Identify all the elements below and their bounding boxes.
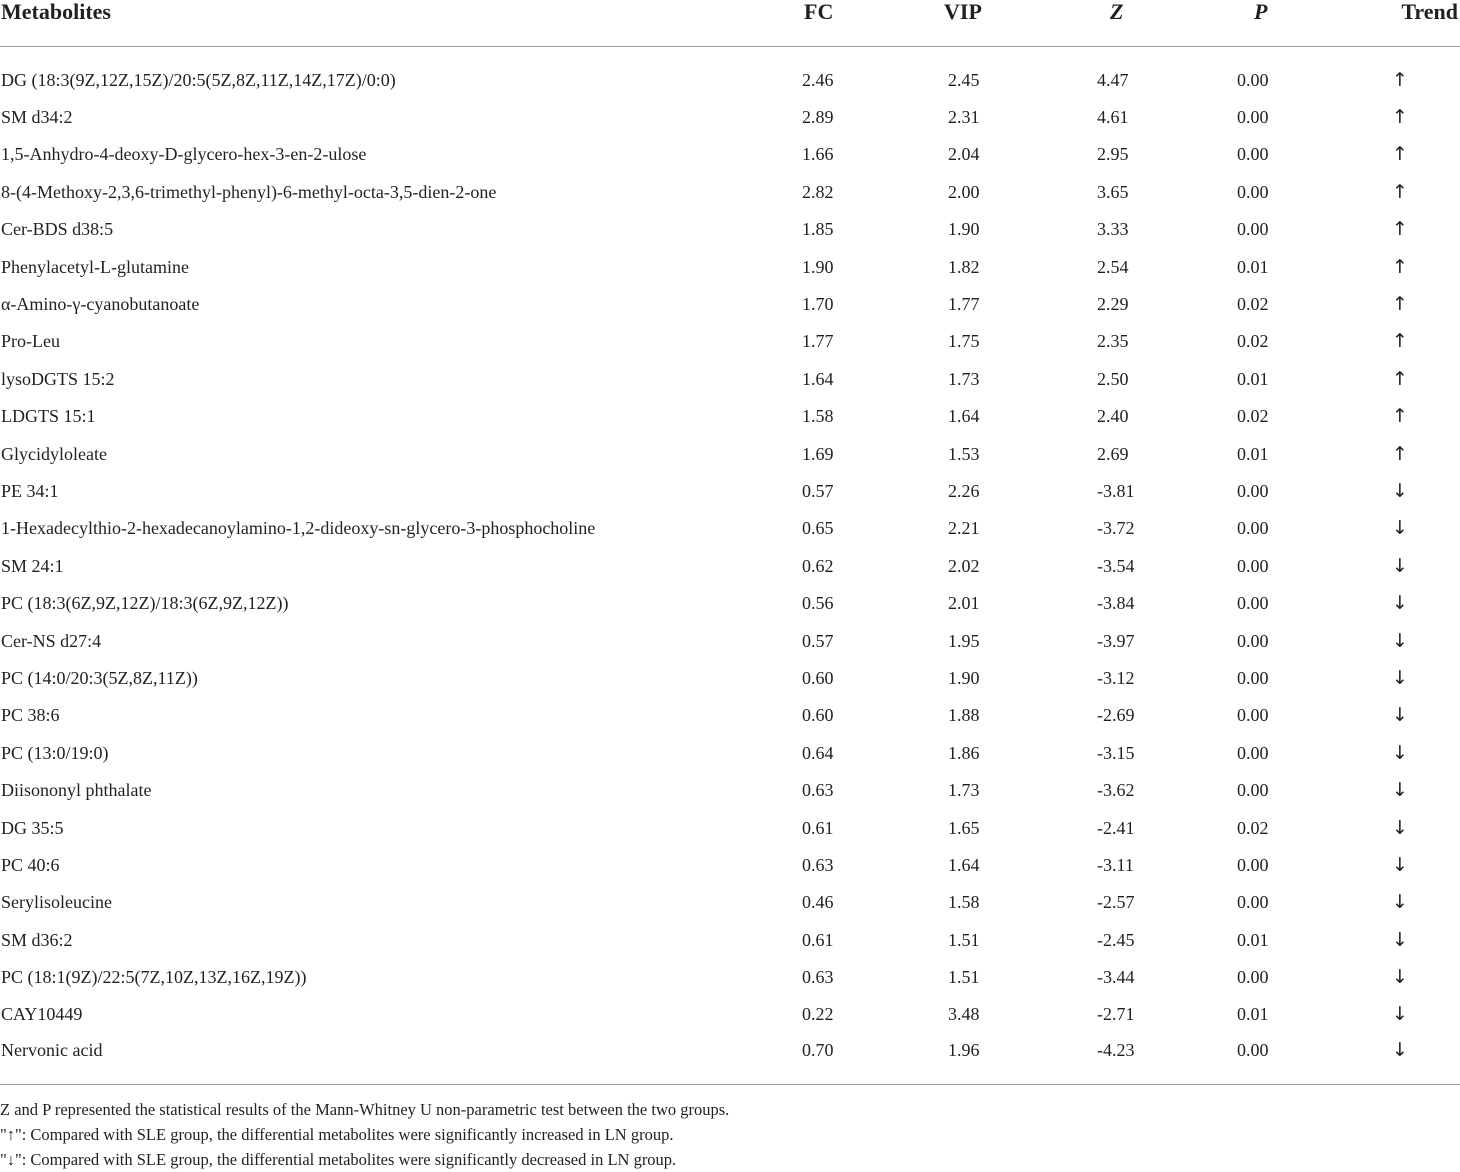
trend-arrow-cell: ↑ <box>1392 405 1408 428</box>
fc-cell: 1.64 <box>802 368 834 389</box>
trend-arrow-cell: ↓ <box>1392 741 1408 764</box>
p-cell: 0.02 <box>1237 294 1269 315</box>
trend-arrow-cell: ↓ <box>1392 928 1408 951</box>
table-row <box>0 547 1460 584</box>
header-z: Z <box>1030 0 1180 47</box>
fc-cell: 2.46 <box>802 69 834 90</box>
p-cell: 0.01 <box>1237 368 1269 389</box>
fc-cell: 0.60 <box>802 667 834 688</box>
vip-cell: 2.21 <box>948 518 980 539</box>
fc-cell: 1.66 <box>802 144 834 165</box>
p-cell: 0.00 <box>1237 705 1269 726</box>
fc-cell: 0.56 <box>802 593 834 614</box>
fc-cell: 0.63 <box>802 967 834 988</box>
z-cell: 4.47 <box>1097 69 1129 90</box>
z-cell: 2.40 <box>1097 406 1129 427</box>
z-cell: 3.33 <box>1097 219 1129 240</box>
fc-cell: 0.46 <box>802 892 834 913</box>
table-row <box>0 584 1460 621</box>
z-cell: -3.62 <box>1097 780 1135 801</box>
table-row <box>0 398 1460 435</box>
z-cell: -3.97 <box>1097 630 1135 651</box>
table-row <box>0 846 1460 883</box>
fc-cell: 0.63 <box>802 854 834 875</box>
trend-arrow-cell: ↓ <box>1392 1039 1408 1062</box>
trend-arrow-cell: ↓ <box>1392 966 1408 989</box>
header-vip: VIP <box>880 0 1030 47</box>
fc-cell: 0.62 <box>802 555 834 576</box>
metabolite-name-cell: Phenylacetyl-L-glutamine <box>1 256 189 277</box>
p-cell: 0.00 <box>1237 480 1269 501</box>
z-cell: -3.81 <box>1097 480 1135 501</box>
trend-arrow-cell: ↓ <box>1392 779 1408 802</box>
header-metabolites: Metabolites <box>0 0 760 47</box>
trend-arrow-cell: ↓ <box>1392 517 1408 540</box>
vip-cell: 1.95 <box>948 630 980 651</box>
z-cell: 2.35 <box>1097 331 1129 352</box>
fc-cell: 1.70 <box>802 294 834 315</box>
p-cell: 0.00 <box>1237 780 1269 801</box>
metabolite-name-cell: PC 40:6 <box>1 854 60 875</box>
vip-cell: 1.58 <box>948 892 980 913</box>
vip-cell: 1.77 <box>948 294 980 315</box>
trend-arrow-cell: ↓ <box>1392 891 1408 914</box>
p-cell: 0.00 <box>1237 742 1269 763</box>
z-cell: -3.15 <box>1097 742 1135 763</box>
p-cell: 0.00 <box>1237 107 1269 128</box>
p-cell: 0.01 <box>1237 443 1269 464</box>
trend-arrow-cell: ↑ <box>1392 293 1408 316</box>
z-cell: -2.71 <box>1097 1004 1135 1025</box>
z-cell: -3.12 <box>1097 667 1135 688</box>
fc-cell: 0.61 <box>802 929 834 950</box>
table-row <box>0 697 1460 734</box>
table-row <box>0 173 1460 210</box>
z-cell: -3.84 <box>1097 593 1135 614</box>
vip-cell: 1.90 <box>948 667 980 688</box>
metabolite-name-cell: SM d36:2 <box>1 929 73 950</box>
metabolite-name-cell: SM d34:2 <box>1 107 73 128</box>
trend-arrow-cell: ↓ <box>1392 554 1408 577</box>
fc-cell: 0.61 <box>802 817 834 838</box>
z-cell: 2.29 <box>1097 294 1129 315</box>
p-cell: 0.01 <box>1237 256 1269 277</box>
p-cell: 0.00 <box>1237 1040 1269 1061</box>
trend-arrow-cell: ↑ <box>1392 255 1408 278</box>
table-row <box>0 996 1460 1033</box>
trend-arrow-cell: ↑ <box>1392 330 1408 353</box>
fc-cell: 1.85 <box>802 219 834 240</box>
table-row <box>0 285 1460 322</box>
footnote-decreased: "↓": Compared with SLE group, the differential metabolites were significantly decreased in LN group. <box>0 1150 677 1169</box>
z-cell: -3.54 <box>1097 555 1135 576</box>
p-cell: 0.00 <box>1237 967 1269 988</box>
table-row <box>0 472 1460 509</box>
vip-cell: 1.96 <box>948 1040 980 1061</box>
header-row <box>0 0 1460 47</box>
z-cell: -2.57 <box>1097 892 1135 913</box>
metabolite-name-cell: PC (14:0/20:3(5Z,8Z,11Z)) <box>1 667 198 688</box>
table-body <box>0 47 1460 1068</box>
vip-cell: 1.65 <box>948 817 980 838</box>
p-cell: 0.00 <box>1237 667 1269 688</box>
metabolite-name-cell: 1-Hexadecylthio-2-hexadecanoylamino-1,2-dideoxy-sn-glycero-3-phosphocholine <box>1 518 596 539</box>
trend-arrow-cell: ↑ <box>1392 106 1408 129</box>
p-cell: 0.00 <box>1237 630 1269 651</box>
p-cell: 0.02 <box>1237 331 1269 352</box>
metabolite-name-cell: Glycidyloleate <box>1 443 107 464</box>
metabolite-name-cell: SM 24:1 <box>1 555 64 576</box>
z-cell: 2.50 <box>1097 368 1129 389</box>
vip-cell: 3.48 <box>948 1004 980 1025</box>
vip-cell: 1.73 <box>948 368 980 389</box>
vip-cell: 2.02 <box>948 555 980 576</box>
table-row <box>0 659 1460 696</box>
header-fc: FC <box>760 0 880 47</box>
fc-cell: 0.57 <box>802 630 834 651</box>
metabolite-name-cell: Pro-Leu <box>1 331 60 352</box>
p-cell: 0.00 <box>1237 69 1269 90</box>
p-cell: 0.00 <box>1237 219 1269 240</box>
table-row <box>0 771 1460 808</box>
vip-cell: 1.82 <box>948 256 980 277</box>
metabolite-name-cell: PE 34:1 <box>1 480 59 501</box>
fc-cell: 0.65 <box>802 518 834 539</box>
vip-cell: 2.04 <box>948 144 980 165</box>
table-row <box>0 435 1460 472</box>
metabolite-name-cell: Nervonic acid <box>1 1040 103 1061</box>
table-row <box>0 1033 1460 1067</box>
table-row <box>0 884 1460 921</box>
fc-cell: 0.57 <box>802 480 834 501</box>
table-row <box>0 921 1460 958</box>
p-cell: 0.01 <box>1237 929 1269 950</box>
vip-cell: 2.31 <box>948 107 980 128</box>
vip-cell: 1.88 <box>948 705 980 726</box>
vip-cell: 2.00 <box>948 181 980 202</box>
trend-arrow-cell: ↑ <box>1392 367 1408 390</box>
vip-cell: 1.73 <box>948 780 980 801</box>
metabolite-name-cell: Diisononyl phthalate <box>1 780 152 801</box>
metabolite-name-cell: Serylisoleucine <box>1 892 112 913</box>
metabolite-name-cell: 1,5-Anhydro-4-deoxy-D-glycero-hex-3-en-2-ulose <box>1 144 367 165</box>
vip-cell: 1.86 <box>948 742 980 763</box>
trend-arrow-cell: ↑ <box>1392 218 1408 241</box>
fc-cell: 0.70 <box>802 1040 834 1061</box>
table-row <box>0 61 1460 98</box>
z-cell: 4.61 <box>1097 107 1129 128</box>
trend-arrow-cell: ↑ <box>1392 180 1408 203</box>
header-p: P <box>1180 0 1320 47</box>
table-row <box>0 211 1460 248</box>
p-cell: 0.02 <box>1237 817 1269 838</box>
metabolite-name-cell: PC (13:0/19:0) <box>1 742 109 763</box>
vip-cell: 1.75 <box>948 331 980 352</box>
footnote-stats: Z and P represented the statistical results of the Mann-Whitney U non-parametric test between the two groups. <box>0 1100 730 1119</box>
p-cell: 0.01 <box>1237 1004 1269 1025</box>
trend-arrow-cell: ↑ <box>1392 68 1408 91</box>
trend-arrow-cell: ↓ <box>1392 704 1408 727</box>
metabolite-name-cell: α-Amino-γ-cyanobutanoate <box>1 294 200 315</box>
trend-arrow-cell: ↓ <box>1392 629 1408 652</box>
p-cell: 0.00 <box>1237 892 1269 913</box>
z-cell: -4.23 <box>1097 1040 1135 1061</box>
metabolite-name-cell: 8-(4-Methoxy-2,3,6-trimethyl-phenyl)-6-methyl-octa-3,5-dien-2-one <box>1 181 497 202</box>
fc-cell: 0.22 <box>802 1004 834 1025</box>
trend-arrow-cell: ↑ <box>1392 143 1408 166</box>
fc-cell: 1.58 <box>802 406 834 427</box>
z-cell: -2.41 <box>1097 817 1135 838</box>
z-cell: -3.11 <box>1097 854 1134 875</box>
table-row <box>0 958 1460 995</box>
table-row <box>0 622 1460 659</box>
fc-cell: 1.90 <box>802 256 834 277</box>
table-row <box>0 136 1460 173</box>
p-cell: 0.00 <box>1237 144 1269 165</box>
table-row <box>0 248 1460 285</box>
vip-cell: 2.01 <box>948 593 980 614</box>
p-cell: 0.00 <box>1237 181 1269 202</box>
z-cell: 2.95 <box>1097 144 1129 165</box>
p-cell: 0.00 <box>1237 518 1269 539</box>
table-row <box>0 510 1460 547</box>
z-cell: 2.54 <box>1097 256 1129 277</box>
p-cell: 0.00 <box>1237 555 1269 576</box>
table-footnotes <box>0 1097 1460 1172</box>
table-row <box>0 734 1460 771</box>
metabolite-name-cell: PC 38:6 <box>1 705 60 726</box>
metabolite-name-cell: Cer-BDS d38:5 <box>1 219 114 240</box>
vip-cell: 1.53 <box>948 443 980 464</box>
trend-arrow-cell: ↑ <box>1392 442 1408 465</box>
trend-arrow-cell: ↓ <box>1392 853 1408 876</box>
metabolite-name-cell: LDGTS 15:1 <box>1 406 96 427</box>
z-cell: 2.69 <box>1097 443 1129 464</box>
table-header <box>0 0 1460 47</box>
table-row <box>0 323 1460 360</box>
table-bottom-rule <box>0 1084 1460 1085</box>
metabolite-name-cell: Cer-NS d27:4 <box>1 630 102 651</box>
header-spacer <box>0 47 1460 62</box>
trend-arrow-cell: ↓ <box>1392 666 1408 689</box>
metabolite-name-cell: PC (18:3(6Z,9Z,12Z)/18:3(6Z,9Z,12Z)) <box>1 593 289 614</box>
fc-cell: 0.60 <box>802 705 834 726</box>
p-cell: 0.00 <box>1237 593 1269 614</box>
trend-arrow-cell: ↓ <box>1392 592 1408 615</box>
metabolite-name-cell: PC (18:1(9Z)/22:5(7Z,10Z,13Z,16Z,19Z)) <box>1 967 307 988</box>
p-cell: 0.02 <box>1237 406 1269 427</box>
vip-cell: 2.26 <box>948 480 980 501</box>
table-row <box>0 809 1460 846</box>
z-cell: 3.65 <box>1097 181 1129 202</box>
header-trend: Trend <box>1320 0 1460 47</box>
vip-cell: 1.64 <box>948 406 980 427</box>
fc-cell: 0.63 <box>802 780 834 801</box>
vip-cell: 1.51 <box>948 967 980 988</box>
vip-cell: 1.51 <box>948 929 980 950</box>
fc-cell: 1.77 <box>802 331 834 352</box>
trend-arrow-cell: ↓ <box>1392 479 1408 502</box>
table-row <box>0 360 1460 397</box>
metabolite-name-cell: DG (18:3(9Z,12Z,15Z)/20:5(5Z,8Z,11Z,14Z,17Z)/0:0) <box>1 69 396 90</box>
fc-cell: 2.89 <box>802 107 834 128</box>
fc-cell: 0.64 <box>802 742 834 763</box>
trend-arrow-cell: ↓ <box>1392 1003 1408 1026</box>
z-cell: -3.72 <box>1097 518 1135 539</box>
z-cell: -2.45 <box>1097 929 1135 950</box>
metabolite-name-cell: lysoDGTS 15:2 <box>1 368 115 389</box>
fc-cell: 1.69 <box>802 443 834 464</box>
trend-arrow-cell: ↓ <box>1392 816 1408 839</box>
p-cell: 0.00 <box>1237 854 1269 875</box>
table-row <box>0 98 1460 135</box>
vip-cell: 1.64 <box>948 854 980 875</box>
metabolite-name-cell: DG 35:5 <box>1 817 64 838</box>
footnote-increased: "↑": Compared with SLE group, the differential metabolites were significantly increased in LN group. <box>0 1125 674 1144</box>
fc-cell: 2.82 <box>802 181 834 202</box>
vip-cell: 2.45 <box>948 69 980 90</box>
z-cell: -3.44 <box>1097 967 1135 988</box>
z-cell: -2.69 <box>1097 705 1135 726</box>
metabolite-name-cell: CAY10449 <box>1 1004 83 1025</box>
vip-cell: 1.90 <box>948 219 980 240</box>
